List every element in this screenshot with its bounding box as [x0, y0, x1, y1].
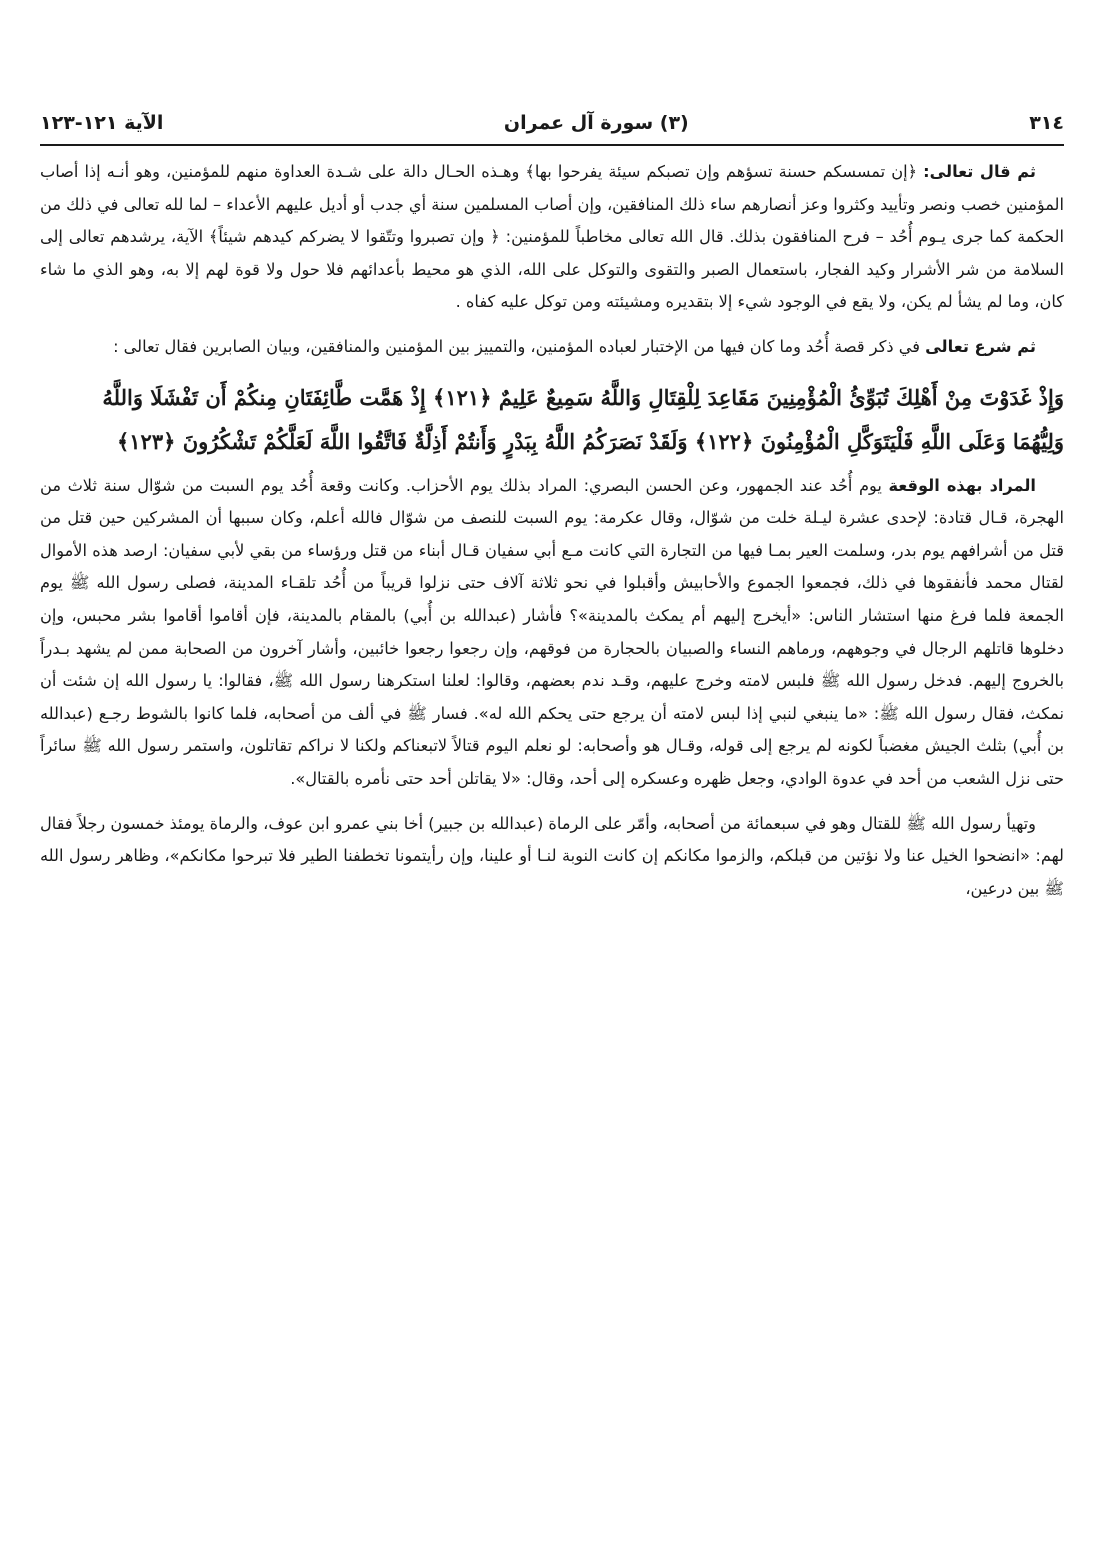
surah-title: (٣) سورة آل عمران: [503, 112, 689, 134]
paragraph-3: [40, 470, 1064, 796]
paragraph-text: في ذكر قصة أُحُد وما كان فيها من الإختبار لعباده المؤمنين، والتمييز بين المؤمنين والمنافقين، وبيان الصابرين فقال تعالى :: [113, 336, 926, 356]
page-number: ٣١٤: [1029, 112, 1064, 134]
quran-verses: [40, 376, 1064, 464]
quran-line-2: وَلِيُّهُمَا وَعَلَى اللَّهِ فَلْيَتَوَكَّلِ الْمُؤْمِنُونَ ﴿١٢٢﴾ وَلَقَدْ نَصَرَكُمُ اللَّهُ بِبَدْرٍ وَأَنتُمْ أَذِلَّةٌ فَاتَّقُوا اللَّهَ لَعَلَّكُمْ تَشْكُرُونَ ﴿١٢٣﴾: [116, 428, 1064, 454]
page-header: [40, 112, 1064, 146]
paragraph-lead: المراد بهذه الوقعة: [888, 475, 1036, 495]
paragraph-4: [40, 808, 1064, 906]
document-page: [40, 112, 1064, 917]
paragraph-text: وتهيأ رسول الله ﷺ للقتال وهو في سبعمائة من أصحابه، وأمّر على الرماة (عبدالله بن جبير) أخا بني عمرو ابن عوف، والرماة يومئذ خمسون رجلاً فقال لهم: «انضحوا الخيل عنا ولا نؤتين من قبلكم، والزموا مكانكم إن كانت النوبة لنـا أو علينا، وإن رأيتمونا تخطفنا الطير فلا تبرحوا مكانكم»، وظاهر رسول الله ﷺ بين درعين،: [40, 813, 1064, 898]
paragraph-lead: ثم شرع تعالى: [925, 336, 1036, 356]
verse-range: الآية ١٢١-١٢٣: [40, 112, 164, 134]
paragraph-text: ﴿إن تمسسكم حسنة تسؤهم وإن تصبكم سيئة يفرحوا بها﴾ وهـذه الحـال دالة على شـدة العداوة منهم للمؤمنين، وهو أنـه إذا أصاب المؤمنين خصب ونصر وتأييد وكثروا وعز أنصارهم ساء ذلك المنافقين، وإن أصاب المسلمين سنة أي جدب أو أديل عليهم الأعداء – لما لله تعالى في ذلك من الحكمة كما جرى يـوم أُحُد – فرح المنافقون بذلك. قال الله تعالى مخاطباً للمؤمنين: ﴿ وإن تصبروا وتتّقوا لا يضركم كيدهم شيئاً﴾ الآية، يرشدهم تعالى إلى السلامة من شر الأشرار وكيد الفجار، باستعمال الصبر والتقوى والتوكل على الله، الذي هو محيط بأعدائهم فلا حول ولا قوة لهم إلا به، وهو الذي ما شاء كان، وما لم يشأ لم يكن، ولا يقع في الوجود شيء إلا بتقديره ومشيئته ومن توكل عليه كفاه .: [40, 162, 1064, 312]
quran-line-1: وَإِذْ غَدَوْتَ مِنْ أَهْلِكَ تُبَوِّئُ الْمُؤْمِنِينَ مَقَاعِدَ لِلْقِتَالِ وَاللَّهُ سَمِيعٌ عَلِيمٌ ﴿١٢١﴾ إِذْ هَمَّت طَّائِفَتَانِ مِنكُمْ أَن تَفْشَلَا وَاللَّهُ: [102, 384, 1064, 410]
paragraph-text: يوم أُحُد عند الجمهور، وعن الحسن البصري: المراد بذلك يوم الأحزاب. وكانت وقعة أُحُد يوم السبت من شوّال سنة ثلاث من الهجرة، قـال قتادة: لإحدى عشرة ليـلة خلت من شوّال، وقال عكرمة: يوم السبت للنصف من شوّال فالله أعلم، وكان سببها أن المشركين حين قتل من قتل من أشرافهم يوم بدر، وسلمت العير بمـا فيها من التجارة التي كانت مـع أبي سفيان قـال أبناء من قتل ورؤساء من بقي لأبي سفيان: ارصد هذه الأموال لقتال محمد فأنفقوها في ذلك، فجمعوا الجموع والأحابيش وأقبلوا في نحو ثلاثة آلاف حتى نزلوا قريباً من أُحُد تلقـاء المدينة، فصلى رسول الله ﷺ يوم الجمعة فلما فرغ منها استشار الناس: «أيخرج إليهم أم يمكث بالمدينة»؟ فأشار (عبدالله بن أُبي) بالمقام بالمدينة، فإن أقاموا أقاموا بشر محبس، وإن دخلوها قاتلهم الرجال في وجوههم، ورماهم النساء والصبيان بالحجارة من فوقهم، وإن رجعوا رجعوا خائبين، وأشار آخرون من الصحابة ممن لم يشهد بـدراً بالخروج إليهم. فدخل رسول الله ﷺ فلبس لامته وخرج عليهم، وقـد ندم بعضهم، وقالوا: لعلنا استكرهنا رسول الله ﷺ، فقالوا: يا رسول الله إن شئت أن نمكث، فقال رسول الله ﷺ: «ما ينبغي لنبي إذا لبس لامته أن يرجع حتى يحكم الله له». فسار ﷺ في ألف من أصحابه، فلما كانوا بالشوط رجـع (عبدالله بن أُبي) بثلث الجيش مغضباً لكونه لم يرجع إلى قوله، وقـال هو وأصحابه: لو نعلم اليوم قتالاً لاتبعناكم ولكنا لا نراكم تقاتلون، واستمر رسول الله ﷺ سائراً حتى نزل الشعب من أحد في عدوة الوادي، وجعل ظهره وعسكره إلى أحد، وقال: «لا يقاتلن أحد حتى نأمره بالقتال».: [40, 475, 1064, 788]
paragraph-lead: ثم قال تعالى:: [923, 162, 1036, 181]
paragraph-1: [40, 156, 1064, 319]
paragraph-2: [40, 331, 1064, 364]
